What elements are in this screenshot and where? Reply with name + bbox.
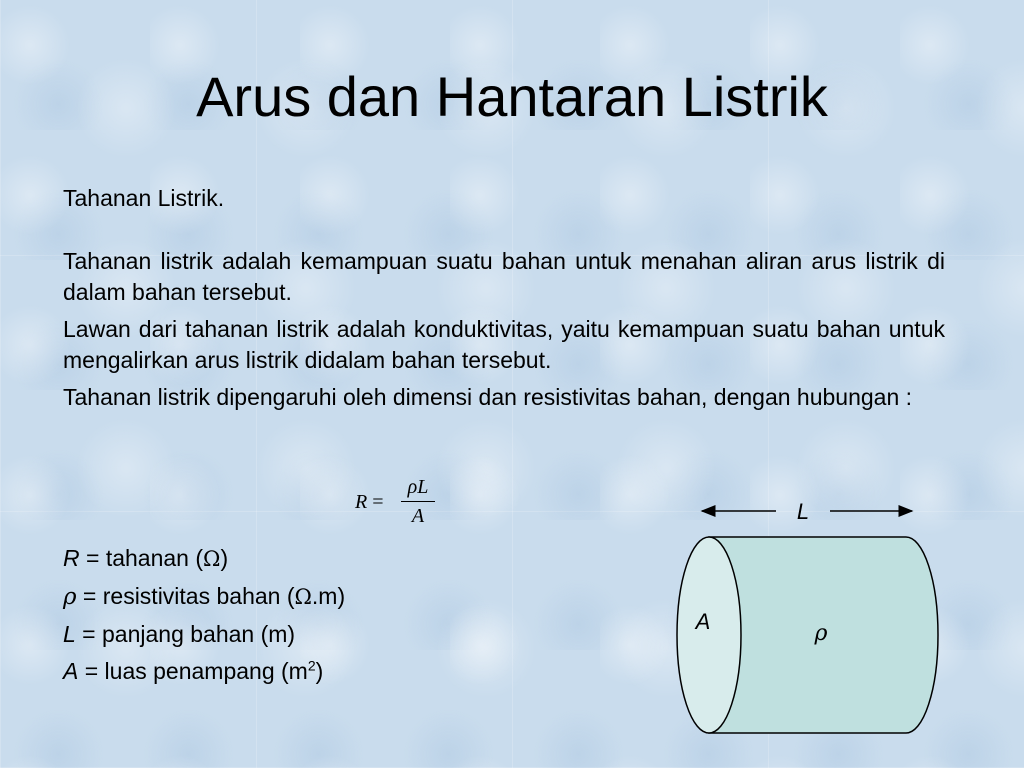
legend-text: = tahanan ( <box>79 545 204 571</box>
legend-text-end: ) <box>220 545 229 571</box>
legend-text: = panjang bahan (m) <box>75 621 296 647</box>
cylinder-face <box>677 537 741 733</box>
area-label: A <box>695 609 711 634</box>
paragraph-relationship: Tahanan listrik dipengaruhi oleh dimensi dan resistivitas bahan, dengan hubungan : <box>63 384 913 410</box>
paragraph-definition: Tahanan listrik adalah kemampuan suatu bahan untuk menahan aliran arus listrik di dalam bahan tersebut. <box>63 248 945 305</box>
legend-symbol: L <box>63 621 76 647</box>
omega-symbol: Ω <box>294 585 312 609</box>
omega-symbol: Ω <box>203 547 221 571</box>
section-heading: Tahanan Listrik. <box>63 185 225 211</box>
legend-symbol: ρ <box>63 584 77 610</box>
formula-denominator: A <box>411 505 425 527</box>
resistivity-label: ρ <box>814 621 828 646</box>
formula-equals: = <box>372 491 384 513</box>
legend-text-end: .m) <box>311 583 346 609</box>
paragraph-conductivity: Lawan dari tahanan listrik adalah konduktivitas, yaitu kemampuan suatu bahan untuk mengalirkan arus listrik didalam bahan tersebut. <box>63 316 945 373</box>
formula-numerator: ρL <box>407 476 429 498</box>
legend-symbol: R <box>63 545 80 571</box>
length-label: L <box>796 499 810 524</box>
slide-title: Arus dan Hantaran Listrik <box>196 65 828 128</box>
legend-text-end: ) <box>315 658 324 684</box>
legend-text: = luas penampang (m <box>78 658 308 684</box>
legend-text: = resistivitas bahan ( <box>76 583 295 609</box>
legend-symbol: A <box>63 658 79 684</box>
superscript-2: 2 <box>307 657 316 674</box>
formula-r: R <box>355 491 368 513</box>
